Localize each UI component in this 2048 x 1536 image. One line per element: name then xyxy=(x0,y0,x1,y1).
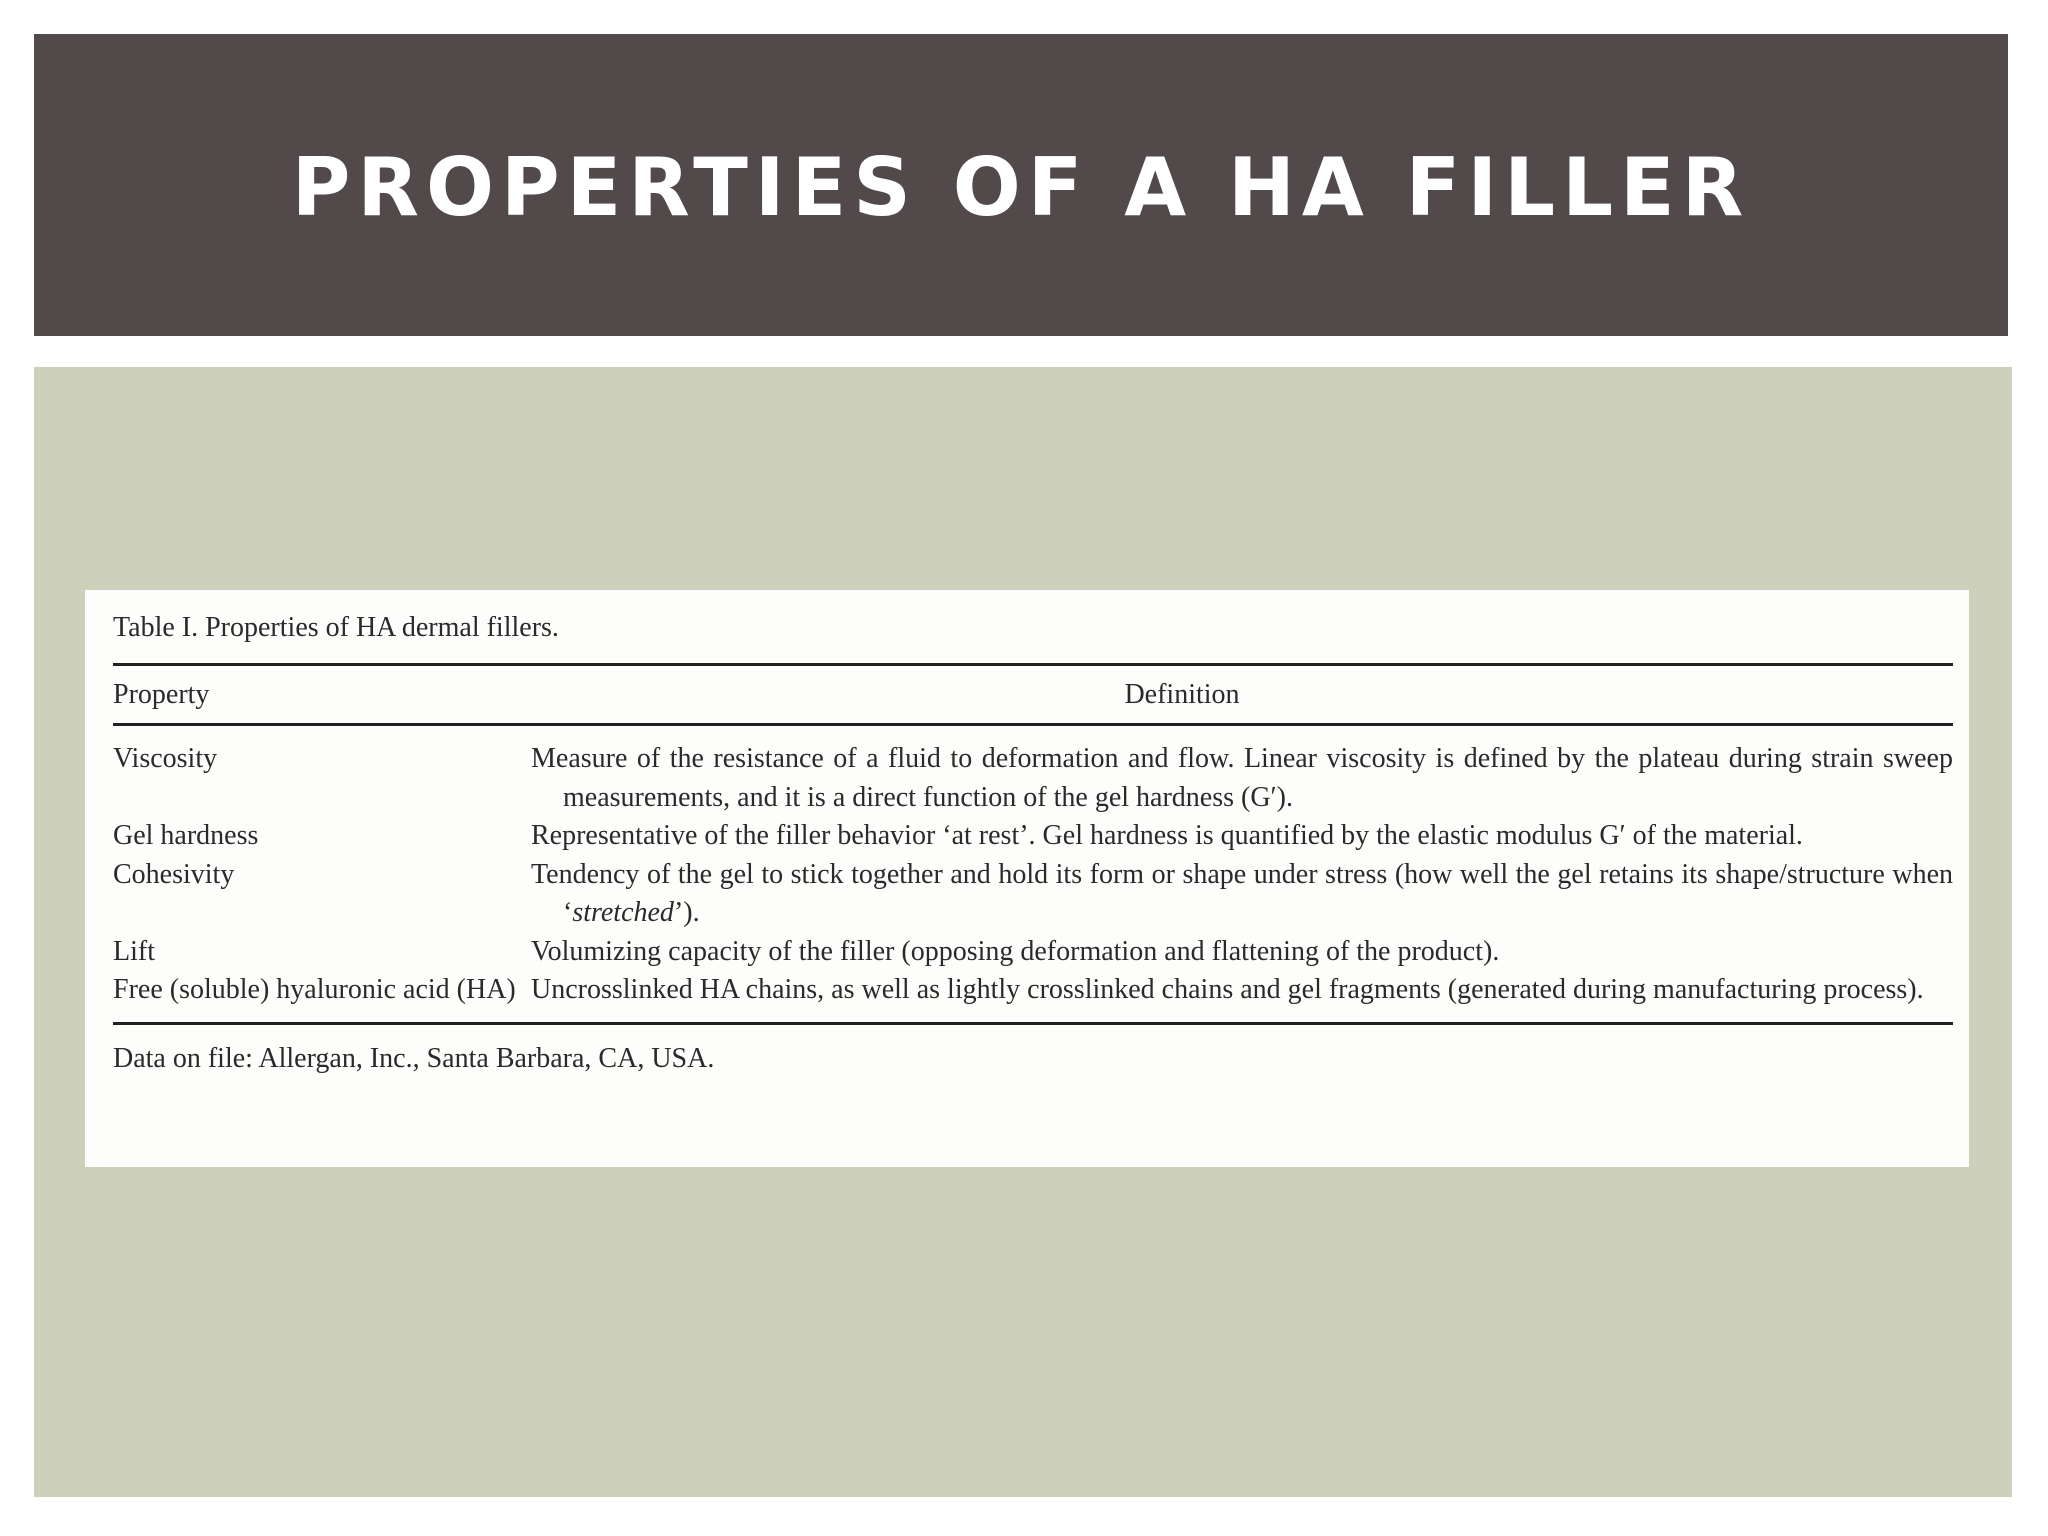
row-property: Viscosity xyxy=(113,743,218,774)
header-definition: Definition xyxy=(1124,678,1240,710)
table-row xyxy=(113,856,1953,933)
row-definition: Uncrosslinked HA chains, as well as lightly crosslinked chains and gel fragments (generated during manufacturing process). xyxy=(531,974,1924,1005)
row-property: Gel hardness xyxy=(113,820,259,851)
properties-table xyxy=(85,590,1969,1167)
table-row xyxy=(113,740,1953,817)
title-band xyxy=(34,34,2008,336)
table-row xyxy=(113,817,1953,856)
slide-title: PROPERTIES OF A HA FILLER xyxy=(291,141,1751,234)
row-property: Free (soluble) hyaluronic acid (HA) xyxy=(113,974,516,1005)
row-definition: Measure of the resistance of a fluid to deformation and flow. Linear viscosity is defined by the plateau during strain sweep measurements, and it is a direct function of the gel hardness (G′). xyxy=(531,743,1953,813)
table-body xyxy=(113,726,1953,1022)
table-row xyxy=(113,933,1953,972)
row-definition: Volumizing capacity of the filler (opposing deformation and flattening of the product). xyxy=(531,935,1500,967)
content-area xyxy=(34,367,2012,1497)
row-definition-text-end: ’). xyxy=(673,897,700,928)
row-definition xyxy=(531,856,1953,933)
table-footnote: Data on file: Allergan, Inc., Santa Barbara, CA, USA. xyxy=(113,1042,715,1074)
row-definition: Representative of the filler behavior ‘at rest’. Gel hardness is quantified by the elastic modulus G′ of the material. xyxy=(531,820,1803,851)
row-definition-text: Tendency of the gel to stick together and hold its form or shape under stress (how well the gel retains its shape/structure when ‘ xyxy=(531,858,1953,928)
row-property: Lift xyxy=(113,935,155,967)
row-property: Cohesivity xyxy=(113,858,235,890)
table-caption: Table I. Properties of HA dermal fillers. xyxy=(113,612,559,643)
header-property: Property xyxy=(113,678,210,710)
table-row xyxy=(113,971,1953,1010)
row-definition-italic: stretched xyxy=(572,897,674,928)
table-header-row xyxy=(113,666,1953,723)
